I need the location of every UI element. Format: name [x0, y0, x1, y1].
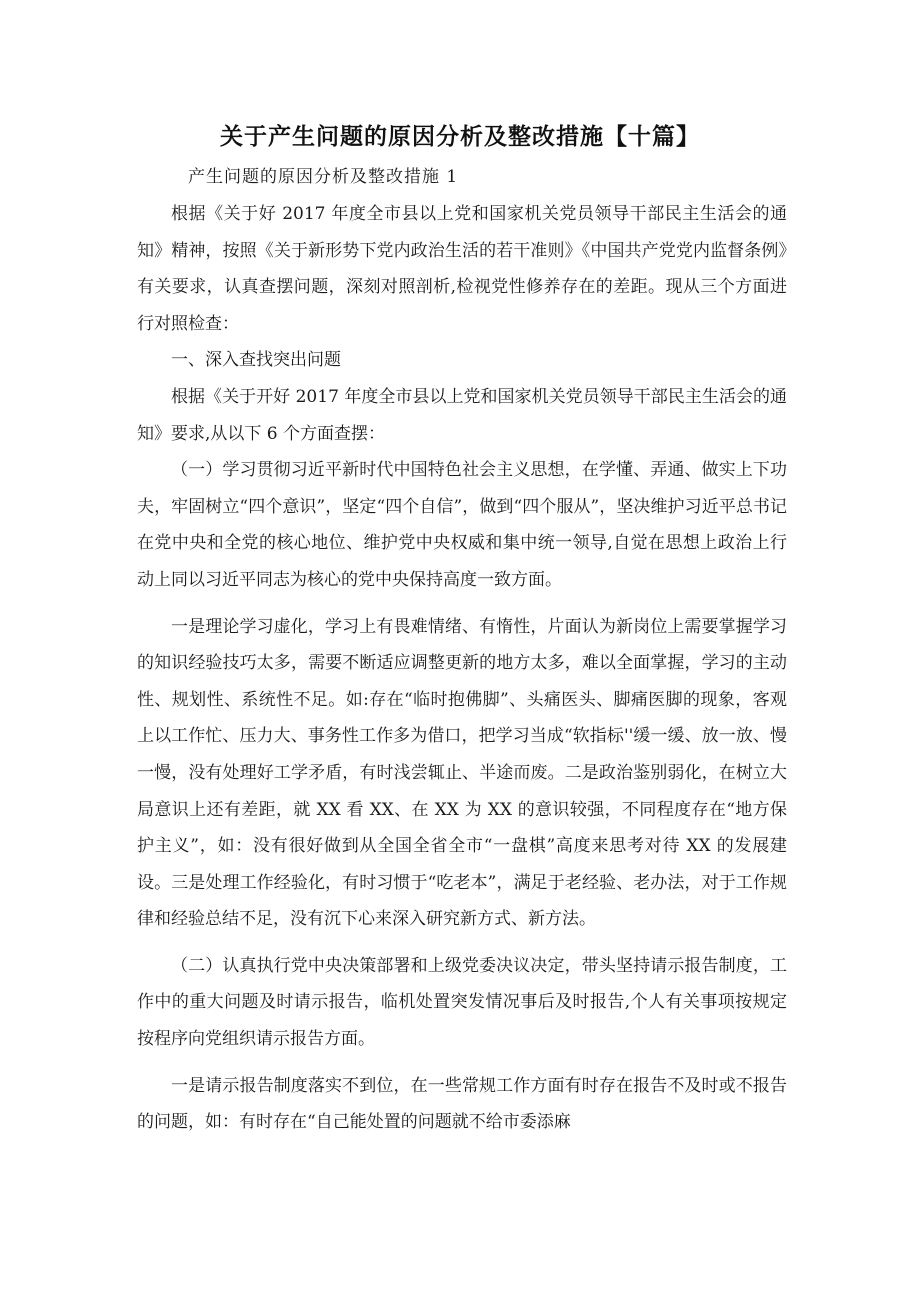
- paragraph-section-1: （一）学习贯彻习近平新时代中国特色社会主义思想，在学懂、弄通、做实上下功夫，牢固树立“四个意识”，坚定“四个自信”，做到“四个服从”，坚决维护习近平总书记在党中央和全党的核心地位、维护党中央权威和集中统一领导,自觉在思想上政治上行动上同以习近平同志为核心的党中央保持高度一致方面。: [137, 460, 787, 590]
- paragraph-problems-1: 一是理论学习虚化，学习上有畏难情绪、有惰性，片面认为新岗位上需要掌握学习的知识经验技巧太多，需要不断适应调整更新的地方太多，难以全面掌握，学习的主动性、规划性、系统性不足。如:存在“临时抱佛脚”、头痛医头、脚痛医脚的现象，客观上以工作忙、压力大、事务性工作多为借口，把学习当成“软指标''缓一缓、放一放、慢一慢，没有处理好工学矛盾，有时浅尝辄止、半途而废。二是政治鉴别弱化，在树立大局意识上还有差距，就 XX 看 XX、在 XX 为 XX 的意识较强，不同程度存在“地方保护主义”，如：没有很好做到从全国全省全市“一盘棋”高度来思考对待 XX 的发展建设。三是处理工作经验化，有时习惯于“吃老本”，满足于老经验、老办法，对于工作规律和经验总结不足，没有沉下心来深入研究新方式、新方法。: [137, 616, 787, 930]
- document-title: 关于产生问题的原因分析及整改措施【十篇】: [220, 124, 700, 150]
- paragraph-section-2: （二）认真执行党中央决策部署和上级党委决议决定，带头坚持请示报告制度，工作中的重大问题及时请示报告，临机处置突发情况事后及时报告,个人有关事项按规定按程序向党组织请示报告方面。: [137, 955, 787, 1050]
- paragraph-problems-2: 一是请示报告制度落实不到位，在一些常规工作方面有时存在报告不及时或不报告的问题，如：有时存在“自己能处置的问题就不给市委添麻: [137, 1075, 787, 1133]
- document-body: [137, 196, 787, 1141]
- document-subtitle: 产生问题的原因分析及整改措施 1: [188, 167, 459, 187]
- paragraph-intro: 根据《关于好 2017 年度全市县以上党和国家机关党员领导干部民主生活会的通知》精神，按照《关于新形势下党内政治生活的若干准则》《中国共产党党内监督条例》有关要求，认真查摆问题，深刻对照剖析,检视党性修养存在的差距。现从三个方面进行对照检查：: [137, 204, 787, 334]
- paragraph-heading-1: 一、深入查找突出问题: [171, 350, 341, 371]
- paragraph-requirement: 根据《关于开好 2017 年度全市县以上党和国家机关党员领导干部民主生活会的通知》要求,从以下 6 个方面查摆：: [137, 386, 787, 444]
